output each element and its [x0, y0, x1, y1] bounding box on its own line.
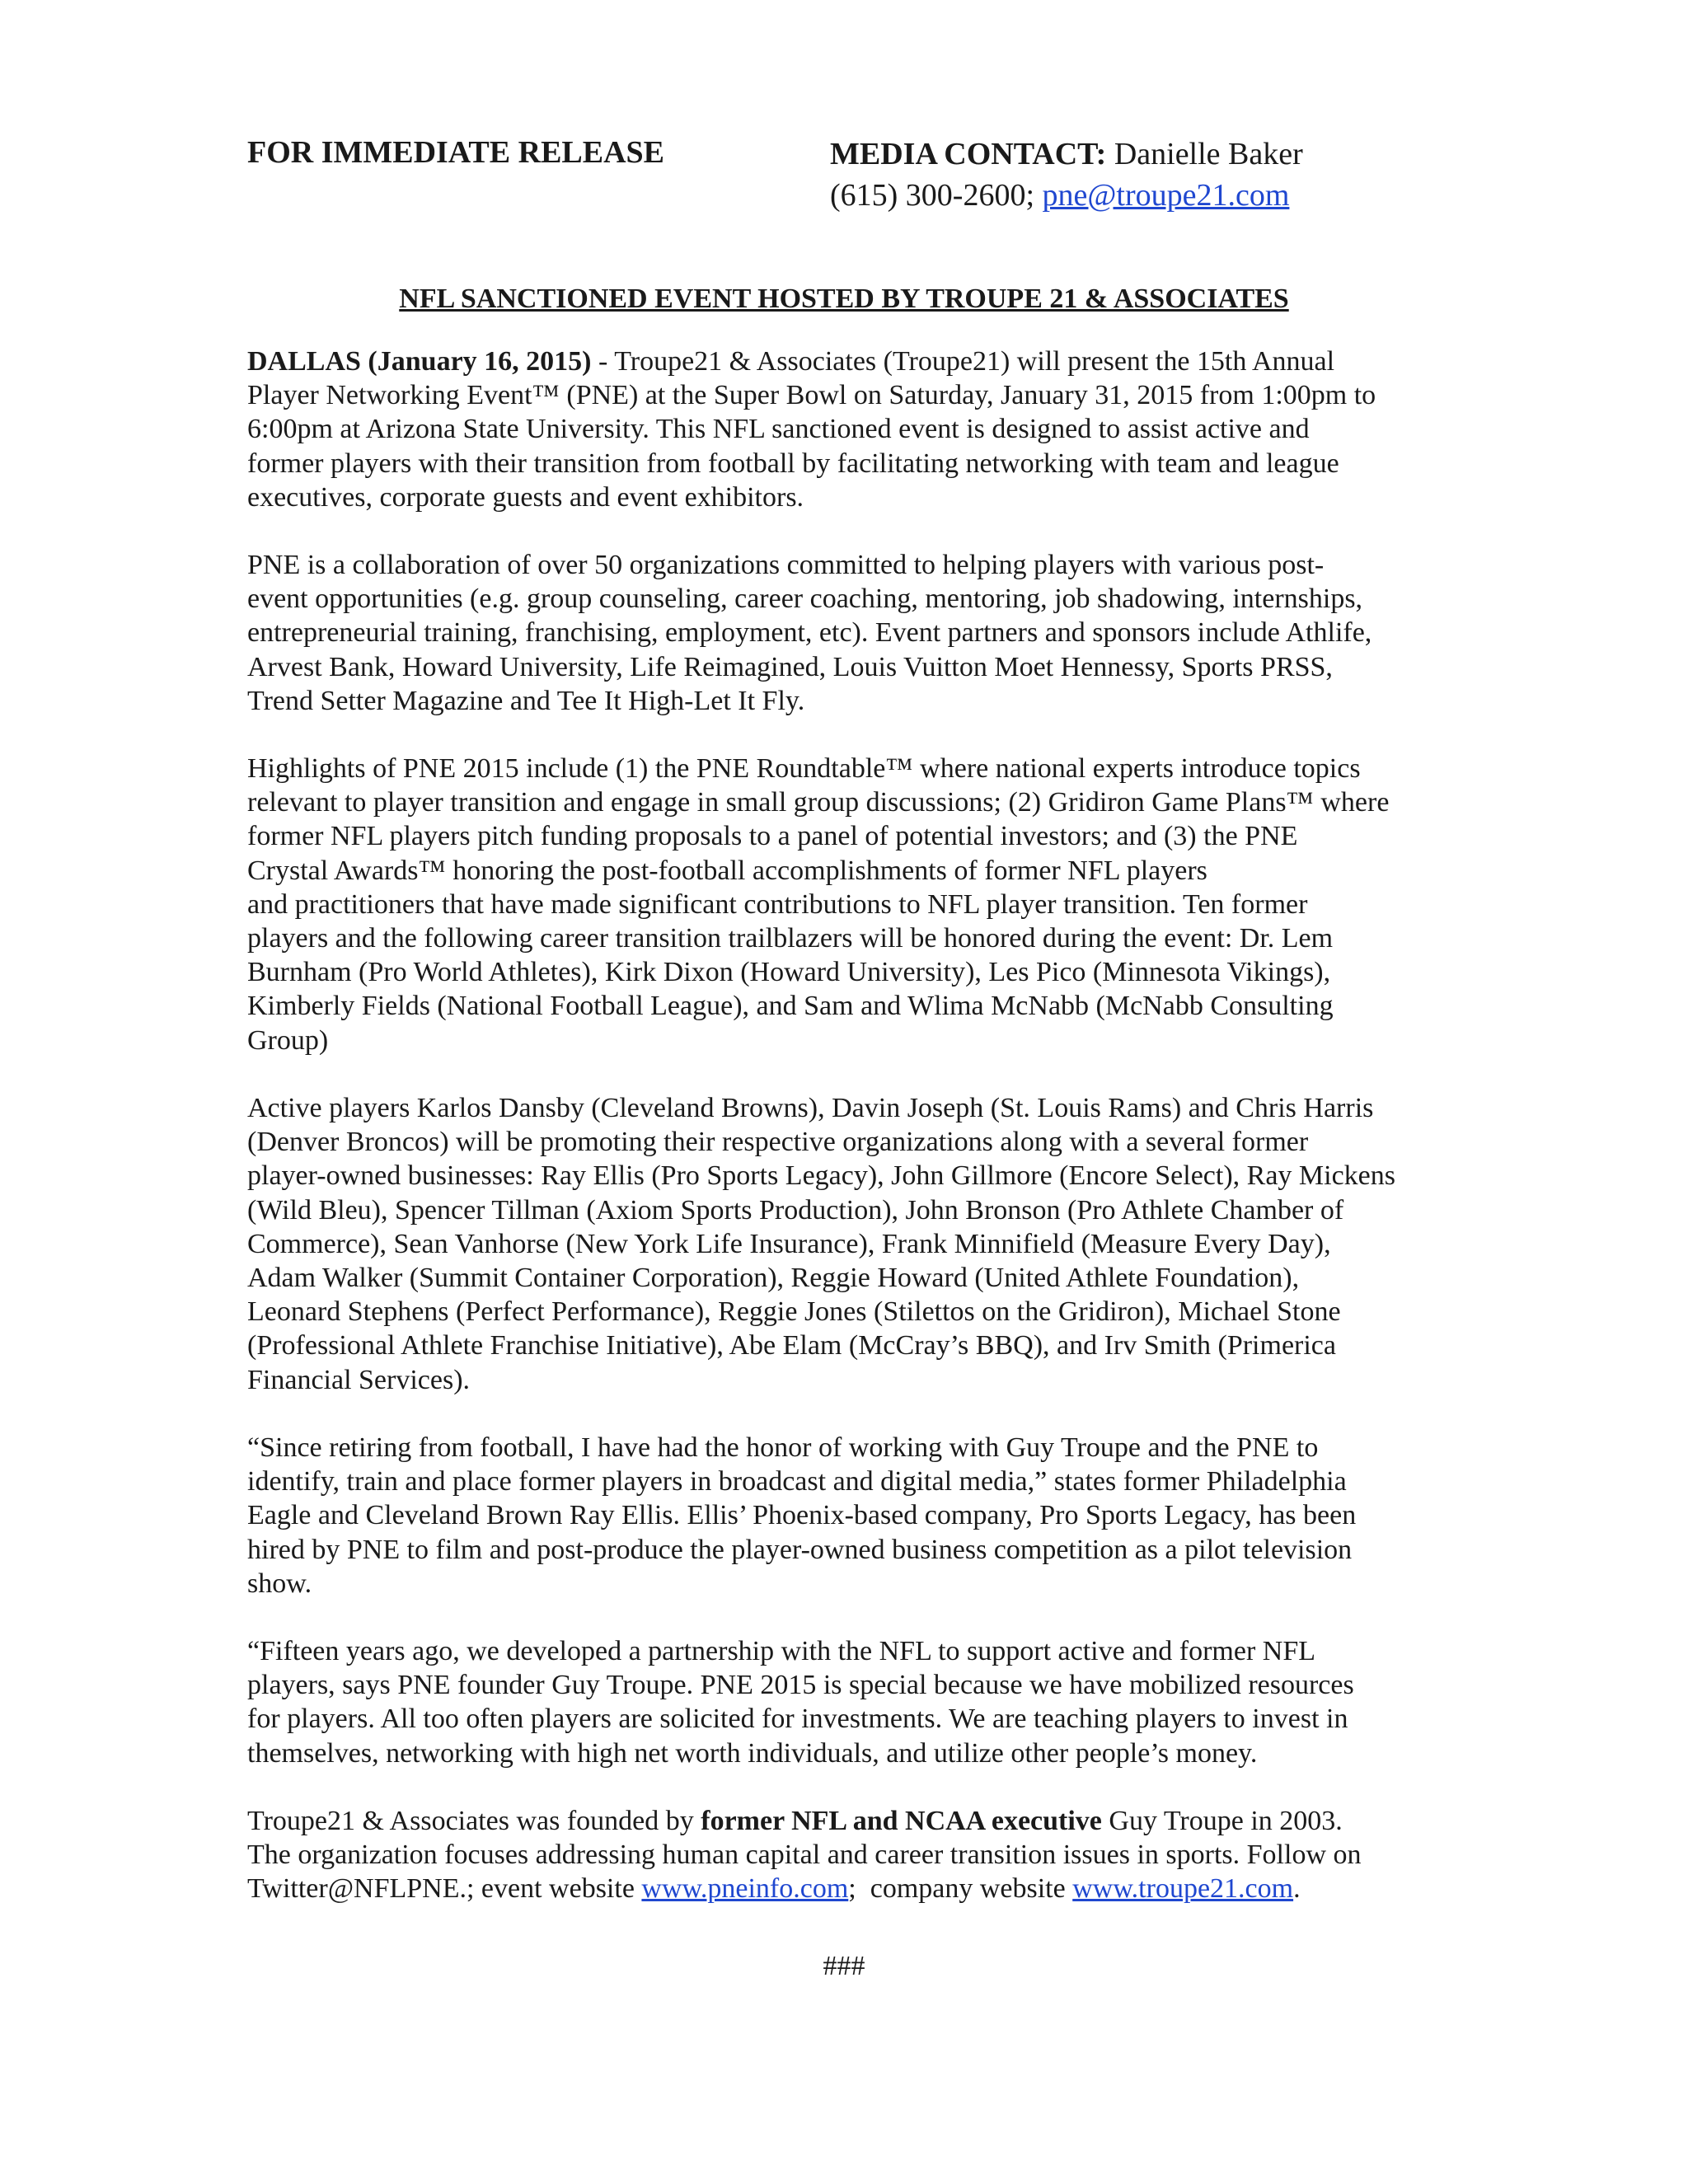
paragraph-troupe-quote [247, 1634, 1451, 1770]
paragraph-line: Highlights of PNE 2015 include (1) the PNE Roundtable™ where national experts introduce topics [247, 753, 1361, 784]
media-contact-name: Danielle Baker [1106, 137, 1303, 171]
paragraph-about [247, 1804, 1451, 1906]
contact-phone-line [830, 175, 1303, 216]
paragraph-active-players [247, 1091, 1451, 1397]
paragraph-line: for players. All too often players are solicited for investments. We are teaching players to invest in [247, 1704, 1348, 1735]
paragraph-collaboration [247, 548, 1451, 718]
paragraph-line: Group) [247, 1024, 329, 1056]
paragraph-line: Adam Walker (Summit Container Corporation), Reggie Howard (United Athlete Foundation), [247, 1263, 1300, 1294]
paragraph-line: “Since retiring from football, I have had the honor of working with Guy Troupe and the PNE to [247, 1432, 1319, 1463]
dateline: DALLAS (January 16, 2015) [247, 346, 592, 377]
paragraph-line: themselves, networking with high net worth individuals, and utilize other people’s money. [247, 1737, 1258, 1769]
paragraph-line: Kimberly Fields (National Football League), and Sam and Wlima McNabb (McNabb Consulting [247, 991, 1334, 1022]
paragraph-line: Troupe21 & Associates was founded by former NFL and NCAA executive Guy Troupe in 2003. [247, 1806, 1343, 1836]
paragraph-line: identify, train and place former players in broadcast and digital media,” states former Philadelphia [247, 1466, 1347, 1497]
paragraph-line: event opportunities (e.g. group counseling, career coaching, mentoring, job shadowing, internships, [247, 583, 1363, 615]
paragraph-line: hired by PNE to film and post-produce the player-owned business competition as a pilot television [247, 1534, 1353, 1565]
paragraph-line: DALLAS (January 16, 2015) - Troupe21 & Associates (Troupe21) will present the 15th Annual [247, 346, 1335, 377]
paragraph-line: entrepreneurial training, franchising, employment, etc). Event partners and sponsors include Athlife, [247, 617, 1372, 649]
paragraph-line: “Fifteen years ago, we developed a partnership with the NFL to support active and former NFL [247, 1636, 1316, 1666]
event-website-link[interactable]: www.pneinfo.com [641, 1873, 849, 1905]
paragraph-line: Financial Services). [247, 1364, 471, 1395]
paragraph-line: Burnham (Pro World Athletes), Kirk Dixon (Howard University), Les Pico (Minnesota Vikings), [247, 957, 1331, 988]
paragraph-line: The organization focuses addressing human capital and career transition issues in sports. Follow on [247, 1840, 1362, 1871]
paragraph-line: Commerce), Sean Vanhorse (New York Life Insurance), Frank Minnifield (Measure Every Day), [247, 1228, 1331, 1259]
paragraph-line: Active players Karlos Dansby (Cleveland Browns), Davin Joseph (St. Louis Rams) and Chris Harris [247, 1093, 1374, 1123]
paragraph-line: player-owned businesses: Ray Ellis (Pro Sports Legacy), John Gillmore (Encore Select), Ray Mickens [247, 1160, 1396, 1192]
paragraph-line: (Denver Broncos) will be promoting their respective organizations along with a several former [247, 1127, 1309, 1158]
paragraph-line: Twitter@NFLPNE.; event website www.pneinfo.com; company website www.troupe21.com. [247, 1873, 1301, 1905]
paragraph-line: Arvest Bank, Howard University, Life Reimagined, Louis Vuitton Moet Hennessy, Sports PRSS, [247, 651, 1333, 682]
paragraph-line: (Professional Athlete Franchise Initiative), Abe Elam (McCray’s BBQ), and Irv Smith (Primerica [247, 1330, 1336, 1361]
paragraph-line: Trend Setter Magazine and Tee It High-Let It Fly. [247, 685, 805, 716]
contact-phone: (615) 300-2600; [830, 178, 1043, 213]
paragraph-line: players, says PNE founder Guy Troupe. PNE 2015 is special because we have mobilized resources [247, 1670, 1354, 1701]
paragraph-line: show. [247, 1568, 312, 1599]
media-contact-line [830, 134, 1303, 175]
paragraph-line: players and the following career transition trailblazers will be honored during the event: Dr. Lem [247, 923, 1334, 954]
paragraph-line: Leonard Stephens (Perfect Performance), Reggie Jones (Stilettos on the Gridiron), Michael Stone [247, 1296, 1341, 1328]
paragraph-line: Eagle and Cleveland Brown Ray Ellis. Ellis’ Phoenix-based company, Pro Sports Legacy, has been [247, 1500, 1357, 1531]
paragraph-line: and practitioners that have made significant contributions to NFL player transition. Ten former [247, 888, 1308, 920]
paragraph-line: 6:00pm at Arizona State University. This NFL sanctioned event is designed to assist active and [247, 414, 1310, 445]
paragraph-line: former NFL players pitch funding proposals to a panel of potential investors; and (3) the PNE [247, 821, 1298, 852]
paragraph-line: executives, corporate guests and event exhibitors. [247, 481, 804, 513]
media-contact-label: MEDIA CONTACT: [830, 137, 1107, 171]
contact-email-link[interactable]: pne@troupe21.com [1042, 178, 1290, 213]
paragraph-line: Crystal Awards™ honoring the post-football accomplishments of former NFL players [247, 855, 1207, 886]
release-label: FOR IMMEDIATE RELEASE [247, 135, 665, 170]
founder-title: former NFL and NCAA executive [701, 1806, 1102, 1836]
paragraph-ellis-quote [247, 1431, 1451, 1601]
paragraph-line: PNE is a collaboration of over 50 organizations committed to helping players with various post- [247, 550, 1325, 580]
media-contact-block [830, 134, 1303, 216]
paragraph-highlights [247, 752, 1451, 1057]
paragraph-intro [247, 344, 1451, 514]
paragraph-line: former players with their transition from football by facilitating networking with team and league [247, 448, 1339, 479]
company-website-link[interactable]: www.troupe21.com [1072, 1873, 1294, 1905]
paragraph-line: Player Networking Event™ (PNE) at the Super Bowl on Saturday, January 31, 2015 from 1:00pm to [247, 380, 1376, 411]
paragraph-line: relevant to player transition and engage in small group discussions; (2) Gridiron Game Plans™ where [247, 787, 1390, 818]
end-mark: ### [823, 1951, 865, 1981]
paragraph-line: (Wild Bleu), Spencer Tillman (Axiom Sports Production), John Bronson (Pro Athlete Chamber of [247, 1194, 1344, 1226]
release-title: NFL SANCTIONED EVENT HOSTED BY TROUPE 21 & ASSOCIATES [399, 284, 1289, 314]
